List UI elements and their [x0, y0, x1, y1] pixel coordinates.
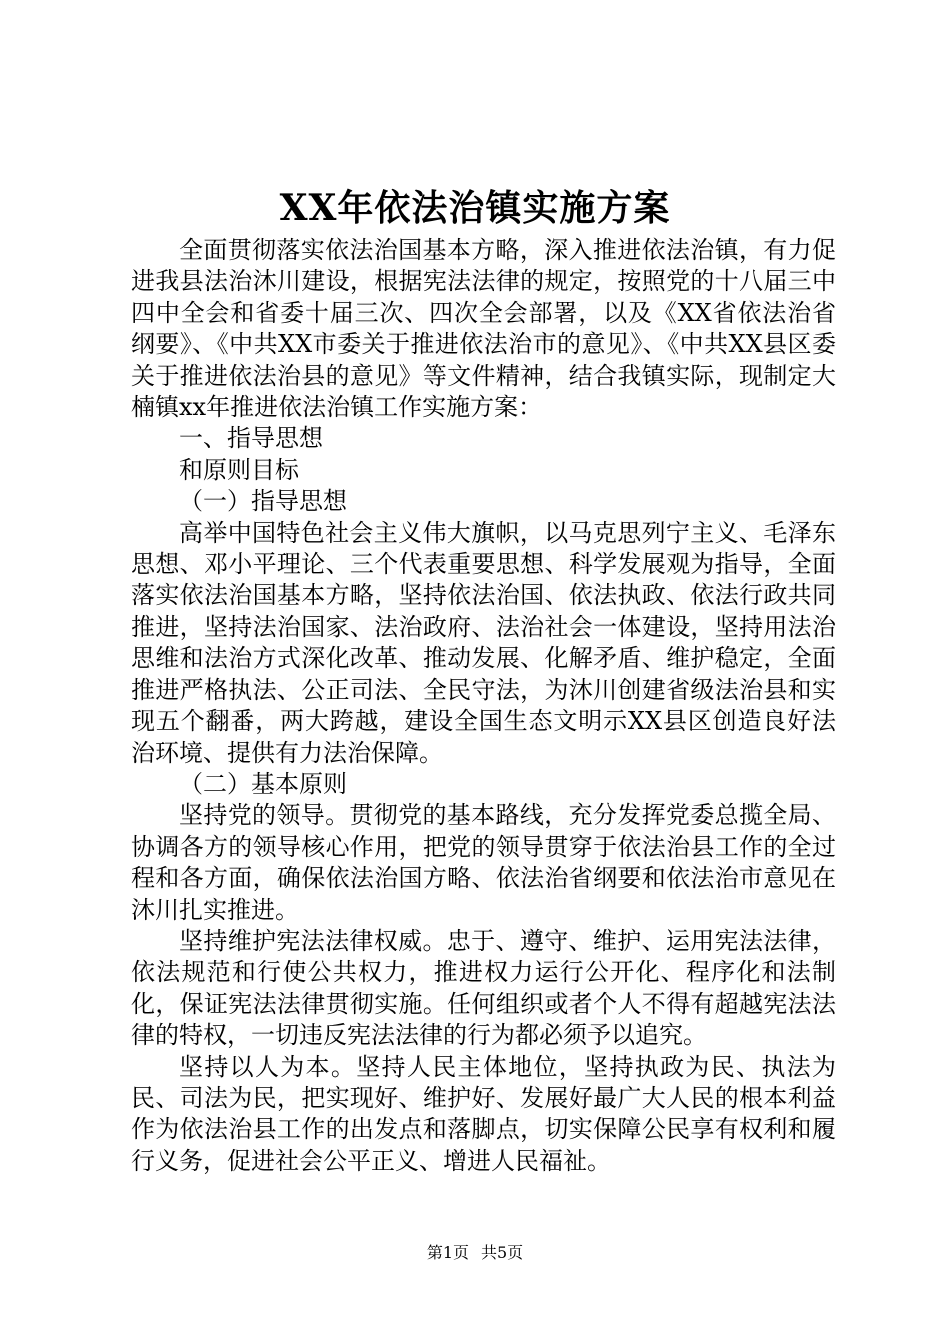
- document-title: XX年依法治镇实施方案: [279, 187, 671, 229]
- document-body: [131, 235, 836, 1177]
- principle-party-leadership-paragraph: 坚持党的领导。贯彻党的基本路线，充分发挥党委总揽全局、协调各方的领导核心作用，把党的领导贯穿于依法治县工作的全过程和各方面，确保依法治国方略、依法治省纲要和依法治市意见在沐川扎实推进。: [131, 801, 836, 924]
- principle-constitution-authority-paragraph: 坚持维护宪法法律权威。忠于、遵守、维护、运用宪法法律，依法规范和行使公共权力，推进权力运行公开化、程序化和法制化，保证宪法法律贯彻实施。任何组织或者个人不得有超越宪法法律的特权，一切违反宪法法律的行为都必须予以追究。: [131, 926, 836, 1050]
- page-number: 第1页: [426, 1243, 469, 1262]
- section-heading-1-continued: 和原则目标: [179, 455, 299, 484]
- subsection-heading-basic-principles: （二）基本原则: [179, 769, 347, 798]
- section-heading-1: 一、指导思想: [179, 424, 323, 453]
- page-total: 共5页: [481, 1243, 524, 1262]
- guiding-thought-paragraph: 高举中国特色社会主义伟大旗帜，以马克思列宁主义、毛泽东思想、邓小平理论、三个代表重要思想、科学发展观为指导，全面落实依法治国基本方略，坚持依法治国、依法执政、依法行政共同推进，坚持法治国家、法治政府、法治社会一体建设，坚持用法治思维和法治方式深化改革、推动发展、化解矛盾、维护稳定，全面推进严格执法、公正司法、全民守法，为沐川创建省级法治县和实现五个翻番，两大跨越，建设全国生态文明示XX县区创造良好法治环境、提供有力法治保障。: [131, 518, 836, 767]
- page-footer: [0, 1241, 950, 1265]
- intro-paragraph: 全面贯彻落实依法治国基本方略，深入推进依法治镇，有力促进我县法治沐川建设，根据宪法法律的规定，按照党的十八届三中四中全会和省委十届三次、四次全会部署，以及《XX省依法治省纲要》、《中共XX市委关于推进依法治市的意见》、《中共XX县区委关于推进依法治县的意见》等文件精神，结合我镇实际，现制定大楠镇xx年推进依法治镇工作实施方案：: [131, 236, 836, 422]
- principle-people-oriented-paragraph: 坚持以人为本。坚持人民主体地位，坚持执政为民、执法为民、司法为民，把实现好、维护好、发展好最广大人民的根本利益作为依法治县工作的出发点和落脚点，切实保障公民享有权利和履行义务，促进社会公平正义、增进人民福祉。: [131, 1052, 836, 1175]
- subsection-heading-guiding-thought: （一）指导思想: [179, 487, 347, 516]
